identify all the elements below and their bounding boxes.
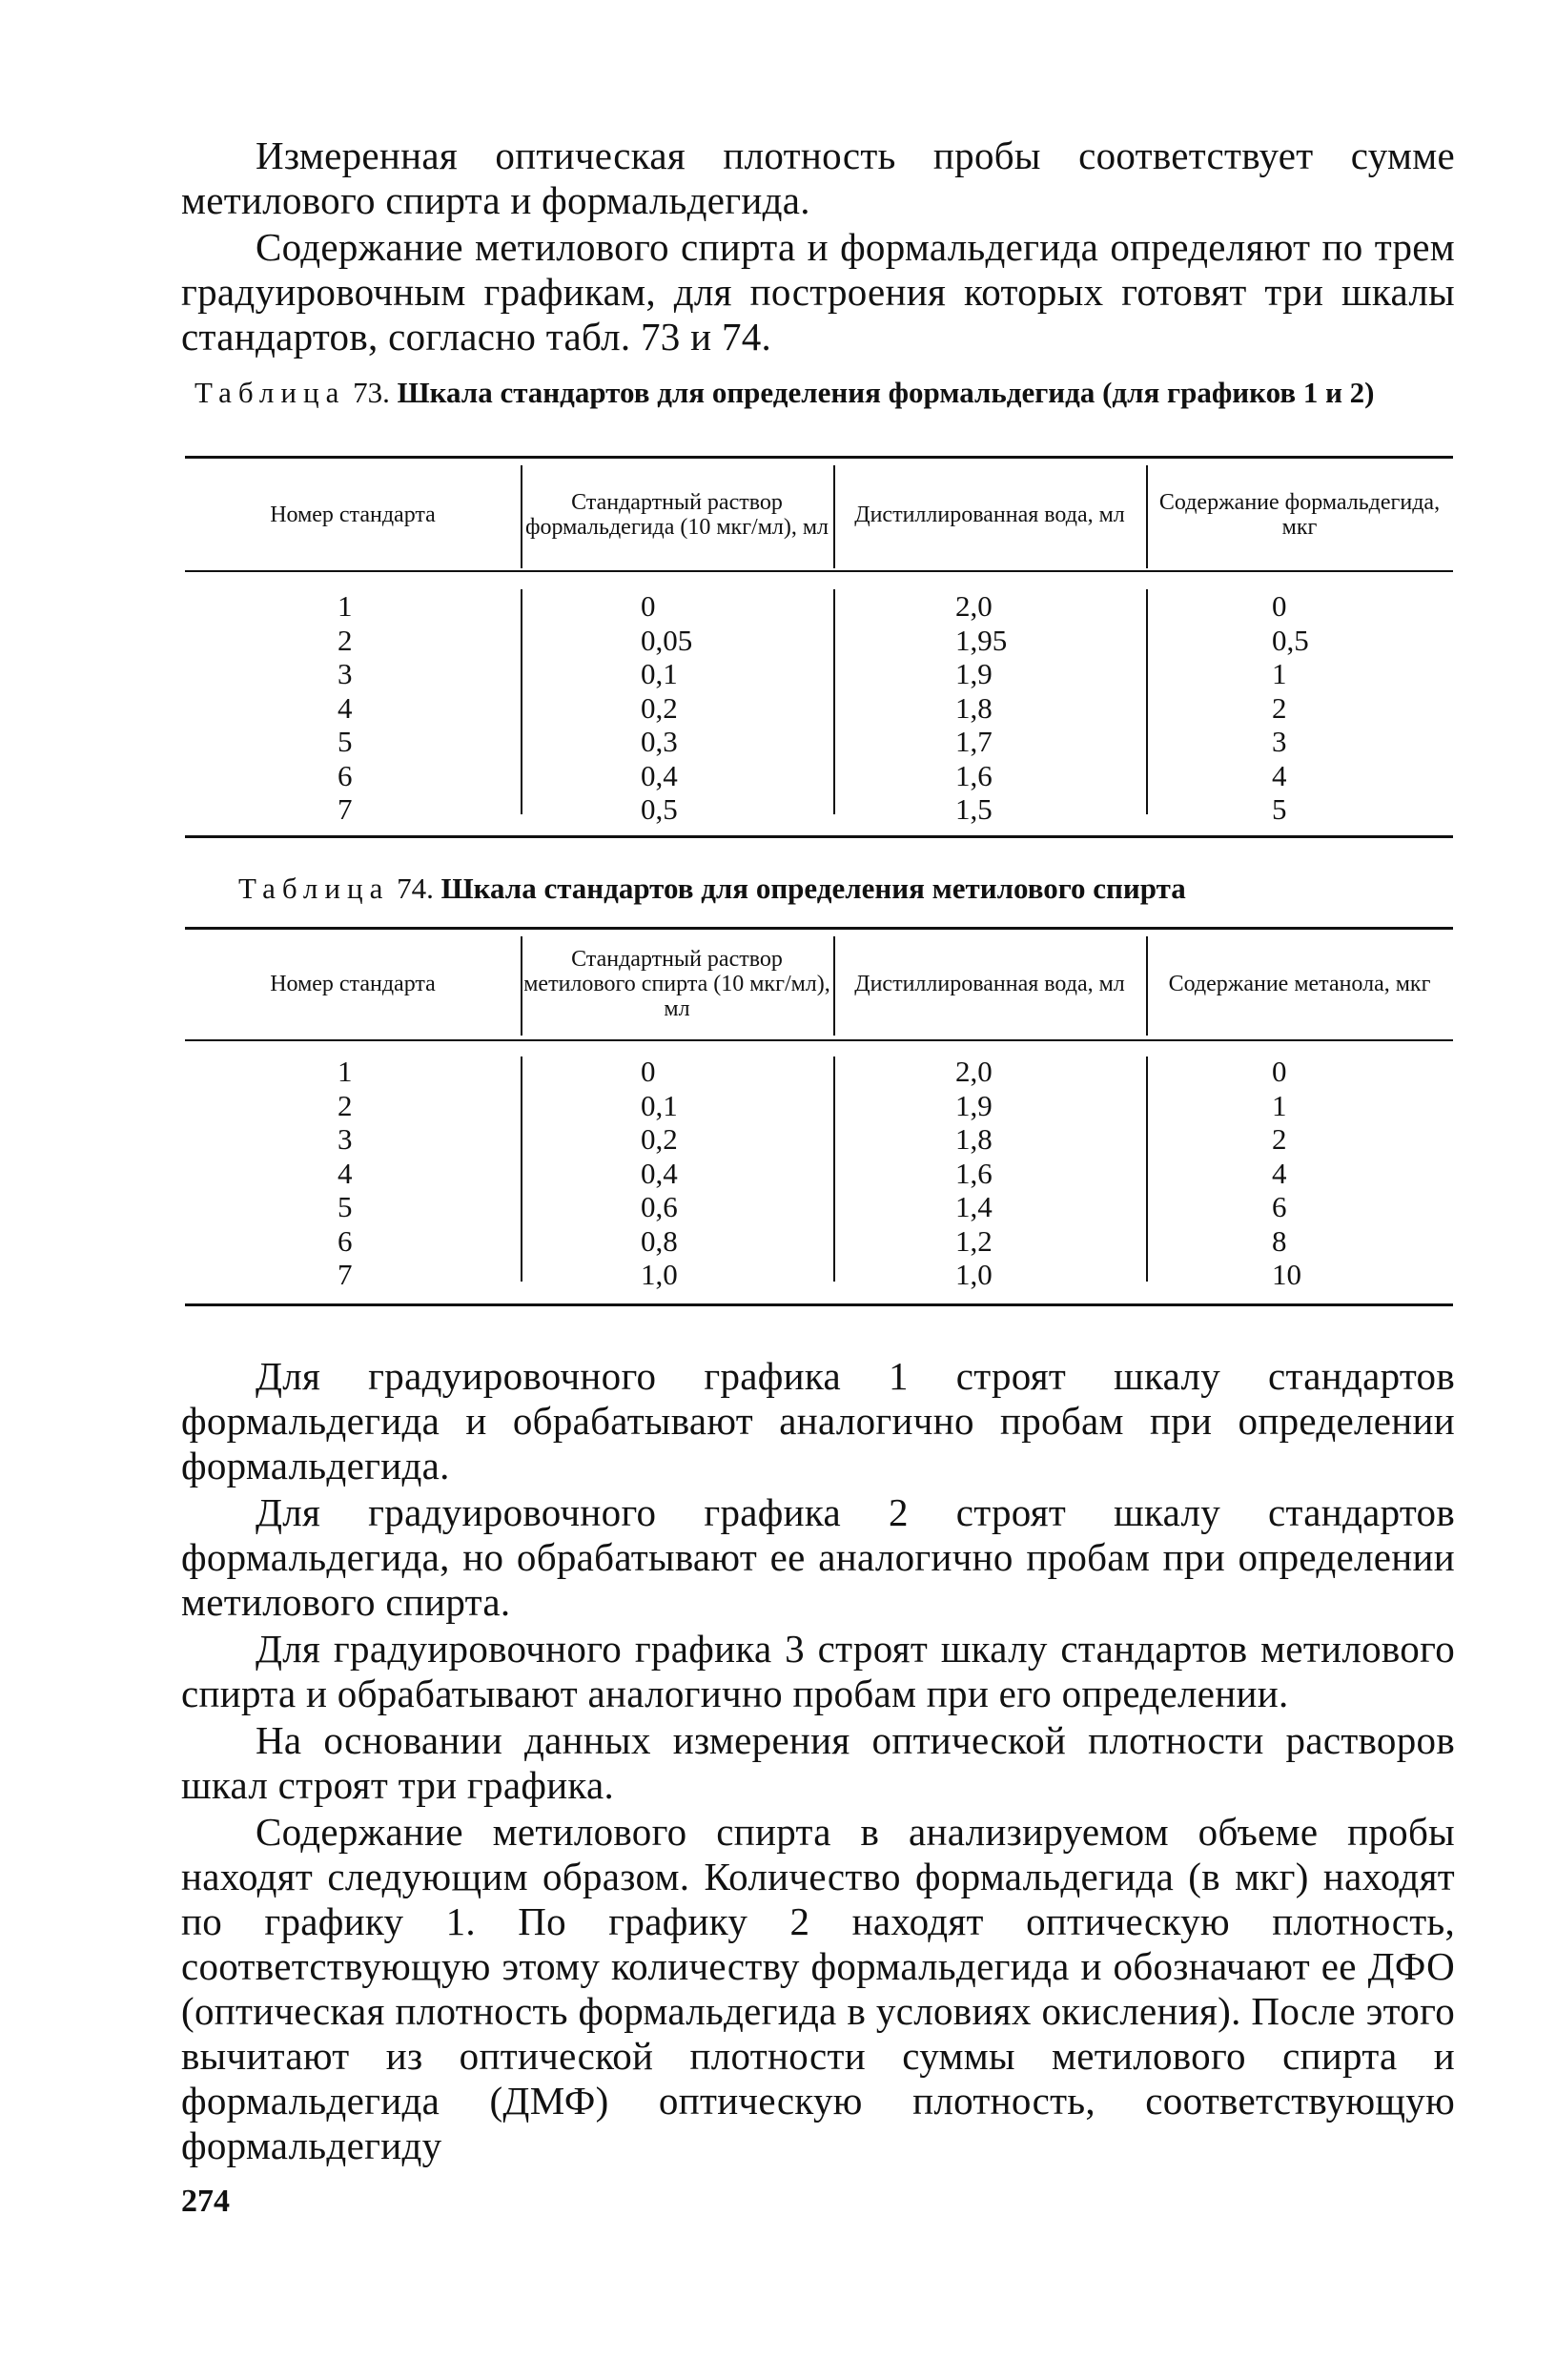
paragraph: Для градуировочного графика 1 строят шкалу стандартов формальдегида и обрабатывают аналогично пробам при определении формальдегида. [181, 1354, 1455, 1488]
table-cell: 4 [1272, 1156, 1287, 1190]
column-header: Дистиллированная вода, мл [854, 972, 1125, 996]
table-rule [185, 1303, 1453, 1306]
table-cell: 10 [1272, 1258, 1301, 1291]
table-rule [185, 835, 1453, 838]
intro-text [181, 133, 1455, 359]
caption-label: Таблица [238, 872, 390, 905]
caption-label: Таблица [194, 376, 346, 409]
paragraph: Содержание метилового спирта в анализируемом объеме пробы находят следующим образом. Количество формальдегида (в мкг) находят по графику 1. По графику 2 находят оптическую плотность, соответствующую этому количеству формальдегида и обозначают ее ДФО (оптическая плотность формальдегида в условиях окисления). После этого вычитают из оптической плотности суммы метилового спирта и формальдегида (ДМФ) оптическую плотность, соответствующую формальдегиду [181, 1810, 1455, 2167]
table-cell: 3 [1272, 725, 1287, 758]
table-cell: 1,4 [955, 1190, 993, 1223]
table-cell: 1,7 [955, 725, 993, 758]
table-cell: 2 [338, 623, 353, 657]
table-column [641, 589, 692, 827]
table-cell: 1,9 [955, 1088, 993, 1122]
paragraph: Измеренная оптическая плотность пробы соответствует сумме метилового спирта и формальдегида. [181, 133, 1455, 222]
table-cell: 1,95 [955, 623, 1008, 657]
table-column [1272, 1055, 1301, 1292]
paragraph: Содержание метилового спирта и формальдегида определяют по трем градуировочным графикам, для построения которых готовят три шкалы стандартов, согласно табл. 73 и 74. [181, 225, 1455, 359]
column-header: Содержание формальдегида, мкг [1158, 490, 1441, 540]
column-header: Дистиллированная вода, мл [854, 503, 1125, 527]
table-cell: 4 [338, 1156, 353, 1190]
table-cell: 1 [1272, 657, 1287, 690]
paragraph: Для градуировочного графика 3 строят шкалу стандартов метилового спирта и обрабатывают аналогично пробам при его определении. [181, 1627, 1455, 1715]
table-cell: 1,8 [955, 690, 993, 725]
table-cell: 4 [1272, 758, 1287, 792]
table-cell: 6 [338, 1223, 353, 1258]
table-rule [185, 1039, 1453, 1041]
table-cell: 3 [338, 657, 353, 690]
column-divider [833, 589, 835, 814]
column-header: Номер стандарта [270, 972, 436, 996]
table-cell: 0,4 [641, 758, 678, 792]
table-cell: 1,6 [955, 1156, 993, 1190]
table-rule [185, 456, 1453, 459]
table-74 [185, 927, 1453, 1308]
table-cell: 1,9 [955, 657, 993, 690]
table-column [955, 1055, 993, 1292]
column-divider [521, 1057, 522, 1282]
table-73-caption [194, 374, 1434, 411]
table-cell: 2,0 [955, 1055, 993, 1088]
table-cell: 1 [1272, 1088, 1287, 1122]
table-cell: 1,8 [955, 1122, 993, 1156]
caption-number: 73. [353, 376, 390, 409]
table-column [955, 589, 1007, 827]
table-cell: 2 [338, 1088, 353, 1122]
column-divider [521, 589, 522, 814]
table-cell: 0,4 [641, 1156, 678, 1190]
table-cell: 1,2 [955, 1223, 993, 1258]
table-cell: 0 [1272, 1055, 1287, 1088]
caption-number: 74. [397, 872, 434, 905]
paragraph: Для градуировочного графика 2 строят шкалу стандартов формальдегида, но обрабатывают ее аналогично пробам при определении метилового спирта. [181, 1490, 1455, 1624]
table-cell: 0,3 [641, 725, 678, 758]
table-cell: 5 [338, 1190, 353, 1223]
table-rule [185, 570, 1453, 572]
column-divider [833, 1057, 835, 1282]
table-cell: 0,8 [641, 1223, 678, 1258]
column-divider [1146, 1057, 1148, 1282]
table-cell: 0,5 [641, 792, 678, 826]
table-cell: 7 [338, 792, 353, 826]
column-header: Содержание метанола, мкг [1168, 972, 1431, 996]
table-cell: 0 [641, 1055, 656, 1088]
table-column [338, 1055, 353, 1292]
column-header: Номер стандарта [270, 503, 436, 527]
column-header: Стандартный раствор метилового спирта (10 мкг/мл), мл [523, 947, 830, 1021]
table-cell: 0,6 [641, 1190, 678, 1223]
table-cell: 1,5 [955, 792, 993, 826]
table-cell: 0,1 [641, 1088, 678, 1122]
table-cell: 8 [1272, 1223, 1287, 1258]
paragraph: На основании данных измерения оптической плотности растворов шкал строят три графика. [181, 1718, 1455, 1807]
table-cell: 0,2 [641, 690, 678, 725]
table-73 [185, 456, 1453, 837]
caption-title: Шкала стандартов для определения метилового спирта [440, 872, 1186, 905]
table-cell: 1,6 [955, 758, 993, 792]
table-cell: 3 [338, 1122, 353, 1156]
table-cell: 1,0 [641, 1258, 678, 1291]
table-cell: 7 [338, 1258, 353, 1291]
table-cell: 2,0 [955, 589, 993, 623]
table-cell: 6 [1272, 1190, 1287, 1223]
table-cell: 1 [338, 1055, 353, 1088]
table-cell: 2 [1272, 690, 1287, 725]
table-rule [185, 927, 1453, 930]
table-cell: 0,05 [641, 623, 693, 657]
page-number: 274 [181, 2184, 230, 2219]
table-cell: 6 [338, 758, 353, 792]
column-divider [1146, 589, 1148, 814]
table-cell: 0 [1272, 589, 1287, 623]
table-cell: 5 [1272, 792, 1287, 826]
table-cell: 5 [338, 725, 353, 758]
table-cell: 0,1 [641, 657, 678, 690]
table-cell: 0 [641, 589, 656, 623]
table-cell: 1,0 [955, 1258, 993, 1291]
table-74-caption [238, 870, 1478, 907]
table-cell: 0,2 [641, 1122, 678, 1156]
table-cell: 1 [338, 589, 353, 623]
table-cell: 2 [1272, 1122, 1287, 1156]
body-text [181, 1354, 1455, 2168]
table-column [338, 589, 353, 827]
caption-title: Шкала стандартов для определения формальдегида (для графиков 1 и 2) [397, 376, 1375, 409]
table-cell: 0,5 [1272, 623, 1309, 657]
table-column [641, 1055, 678, 1292]
column-header: Стандартный раствор формальдегида (10 мкг/мл), мл [524, 490, 829, 540]
table-column [1272, 589, 1309, 827]
table-cell: 4 [338, 690, 353, 725]
